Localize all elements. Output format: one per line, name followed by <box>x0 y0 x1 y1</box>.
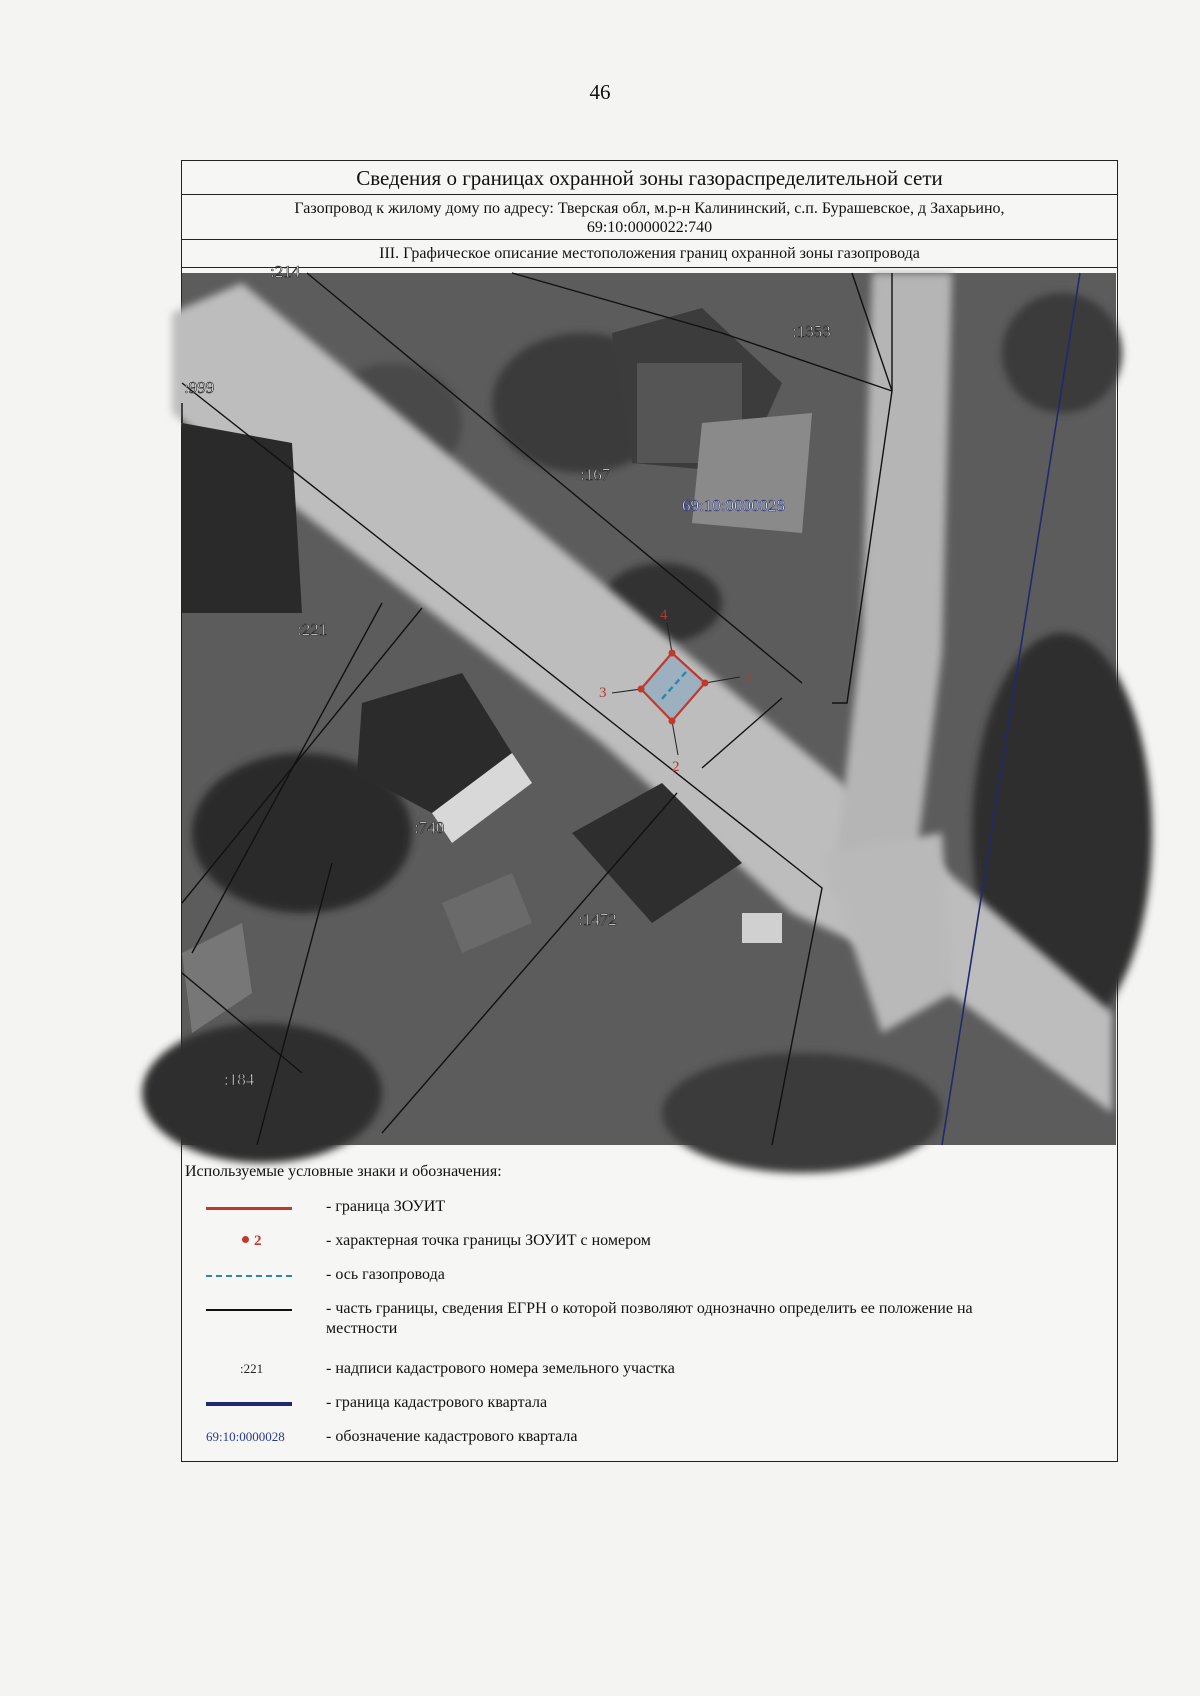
sheet-title: Сведения о границах охранной зоны газораспределительной сети <box>182 161 1117 195</box>
zone-point-2 <box>669 718 676 725</box>
map-sheet <box>181 160 1118 1462</box>
red-point-symbol <box>242 1236 249 1243</box>
legend-text: - граница ЗОУИТ <box>326 1198 446 1215</box>
dashed-line-symbol <box>206 1275 292 1277</box>
parcel-label-1472: :1472 <box>578 910 617 929</box>
blue-line-symbol <box>206 1402 292 1406</box>
legend-text: - ось газопровода <box>326 1266 445 1283</box>
legend-text: - характерная точка границы ЗОУИТ с номером <box>326 1232 651 1249</box>
legend-text: - часть границы, сведения ЕГРН о которой позволяют однозначно определить ее положение на местности <box>326 1300 973 1337</box>
legend-sample: :221 <box>240 1361 264 1376</box>
parcel-label-184: :184 <box>224 1070 255 1089</box>
red-line-symbol <box>206 1207 292 1210</box>
legend-text: - граница кадастрового квартала <box>326 1394 548 1411</box>
section-title: III. Графическое описание местоположения границ охранной зоны газопровода <box>182 240 1117 268</box>
page-number: 46 <box>589 80 611 104</box>
zone-point-label-4: 4 <box>660 607 668 623</box>
aerial-map <box>182 262 1116 1145</box>
parcel-label-740: :740 <box>414 818 445 837</box>
parcel-label-999: :999 <box>184 378 215 397</box>
legend-text: - обозначение кадастрового квартала <box>326 1428 578 1445</box>
legend-sample: 2 <box>254 1233 262 1249</box>
parcel-label-214: :214 <box>270 262 301 281</box>
object-address: Газопровод к жилому дому по адресу: Тверская обл, м.р-н Калининский, с.п. Бурашевское, д Захарьино, <box>294 200 1005 217</box>
legend <box>182 1145 1116 1463</box>
parcel-label-221: :221 <box>297 620 328 639</box>
zone-point-label-2: 2 <box>672 759 680 775</box>
black-line-symbol <box>206 1309 292 1311</box>
zone-point-4 <box>669 650 676 657</box>
parcel-label-1353: :1353 <box>792 322 831 341</box>
parcel-label-167: :167 <box>580 465 611 484</box>
zone-point-label-1: 1 <box>744 670 752 686</box>
zone-point-1 <box>702 680 709 687</box>
legend-sample: 69:10:0000028 <box>206 1429 285 1444</box>
legend-title: Используемые условные знаки и обозначения: <box>185 1163 502 1180</box>
zone-point-3 <box>638 686 645 693</box>
quarter-label: 69:10:0000028 <box>682 496 785 515</box>
object-cadastral-number: 69:10:0000022:740 <box>586 219 713 236</box>
zone-point-label-3: 3 <box>599 685 607 701</box>
object-description <box>182 195 1117 240</box>
legend-text: - надписи кадастрового номера земельного участка <box>326 1360 675 1377</box>
